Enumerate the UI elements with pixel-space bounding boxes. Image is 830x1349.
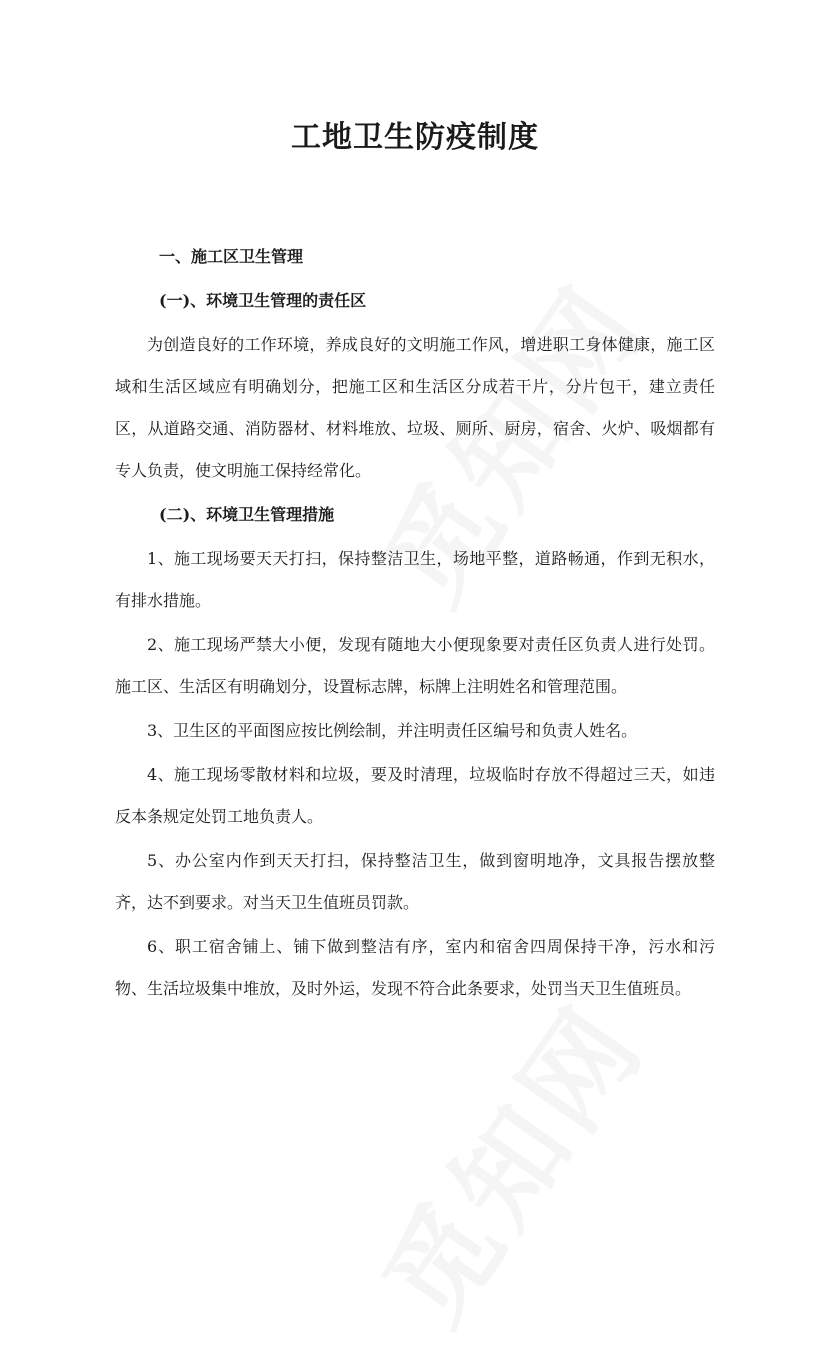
section-heading-1: 一、施工区卫生管理 [159,247,304,266]
list-item-6: 6、职工宿舍铺上、铺下做到整洁有序，室内和宿舍四周保持干净，污水和污物、生活垃圾集中堆放，及时外运，发现不符合此条要求，处罚当天卫生值班员。 [115,937,715,998]
list-item-3: 3、卫生区的平面图应按比例绘制，并注明责任区编号和负责人姓名。 [147,721,638,740]
paragraph-responsibility-area: 为创造良好的工作环境，养成良好的文明施工作风，增进职工身体健康，施工区域和生活区域应有明确划分，把施工区和生活区分成若干片，分片包干，建立责任区，从道路交通、消防器材、材料堆放、垃圾、厕所、厨房，宿舍、火炉、吸烟都有专人负责，使文明施工保持经常化。 [115,335,715,480]
document-body [115,236,715,1010]
list-item-1: 1、施工现场要天天打扫，保持整洁卫生，场地平整，道路畅通，作到无积水，有排水措施。 [115,549,715,610]
watermark-bottom [341,969,673,1349]
list-item-2: 2、施工现场严禁大小便，发现有随地大小便现象要对责任区负责人进行处罚。施工区、生活区有明确划分，设置标志牌，标牌上注明姓名和管理范围。 [115,635,715,696]
subsection-heading-1: (一)、环境卫生管理的责任区 [159,291,367,310]
list-item-5: 5、办公室内作到天天打扫，保持整洁卫生，做到窗明地净，文具报告摆放整齐，达不到要求。对当天卫生值班员罚款。 [115,851,715,912]
subsection-heading-2: (二)、环境卫生管理措施 [159,505,335,524]
document-title: 工地卫生防疫制度 [291,120,539,155]
list-item-4: 4、施工现场零散材料和垃圾，要及时清理，垃圾临时存放不得超过三天，如违反本条规定处罚工地负责人。 [115,765,715,826]
